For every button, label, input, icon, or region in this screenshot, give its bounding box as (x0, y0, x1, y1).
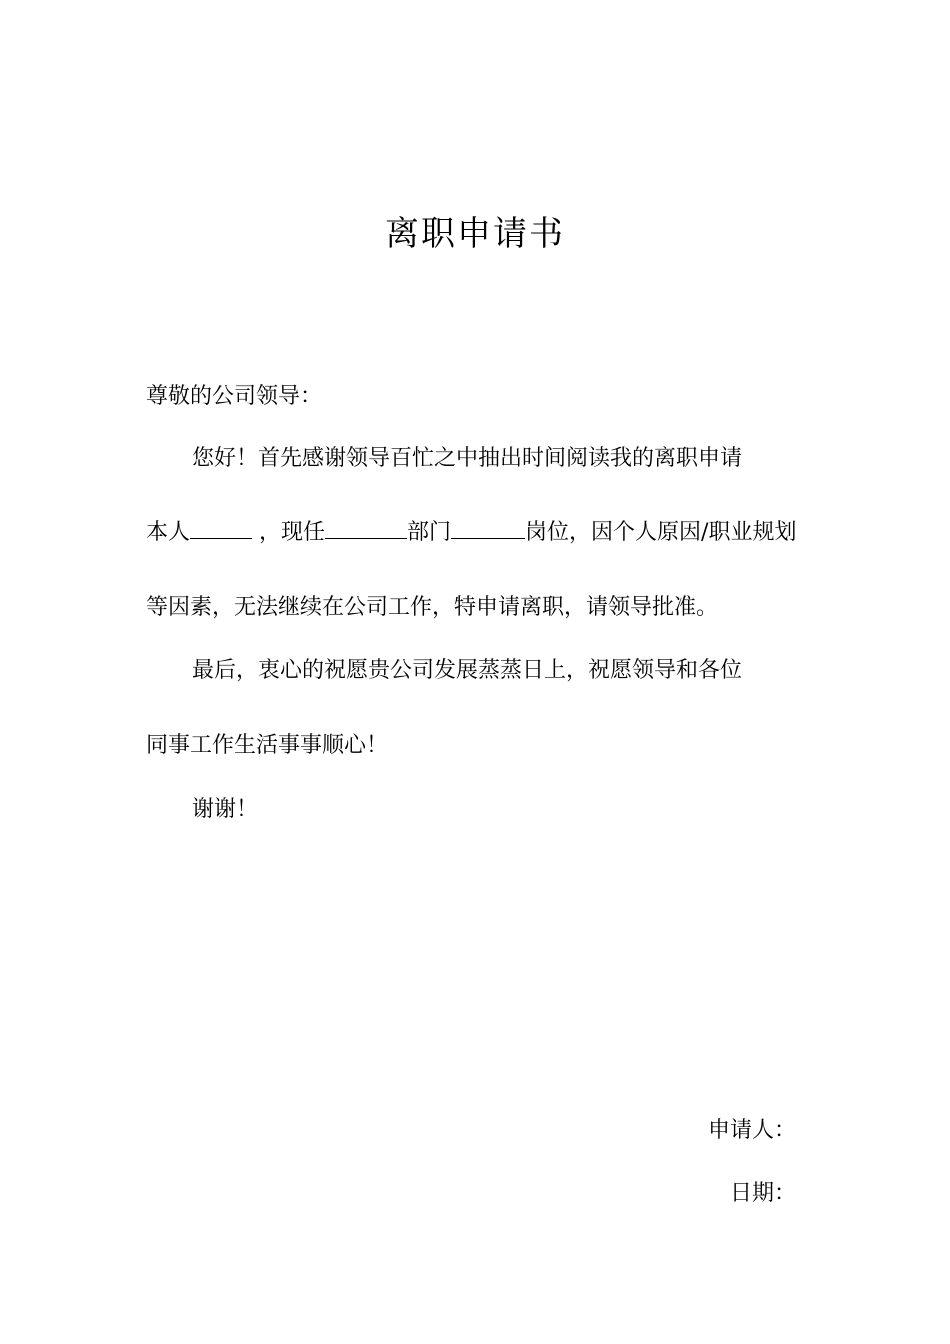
document-title: 离职申请书 (385, 214, 565, 254)
text-department: 部门 (407, 520, 452, 545)
paragraph-2-line-1: 最后，衷心的祝愿贵公司发展蒸蒸日上，祝愿领导和各位 (192, 658, 743, 683)
thanks-text: 谢谢！ (192, 797, 259, 822)
salutation: 尊敬的公司领导： (146, 384, 323, 409)
paragraph-1-line-1: 您好！首先感谢领导百忙之中抽出时间阅读我的离职申请 (192, 446, 743, 471)
position-blank (451, 516, 525, 539)
paragraph-1-line-3: 等因素，无法继续在公司工作，特申请离职，请领导批准。 (146, 595, 719, 620)
paragraph-2-line-2: 同事工作生活事事顺心！ (146, 733, 389, 758)
text-self: 本人 (146, 520, 191, 545)
date-label: 日期： (729, 1181, 796, 1206)
name-blank (190, 516, 252, 539)
department-blank (325, 516, 407, 539)
applicant-label: 申请人： (707, 1118, 796, 1143)
text-current-position: ，现任 (252, 520, 326, 545)
text-position-reason: 岗位，因个人原因/职业规划 (525, 520, 797, 545)
paragraph-1-line-2 (146, 516, 796, 549)
